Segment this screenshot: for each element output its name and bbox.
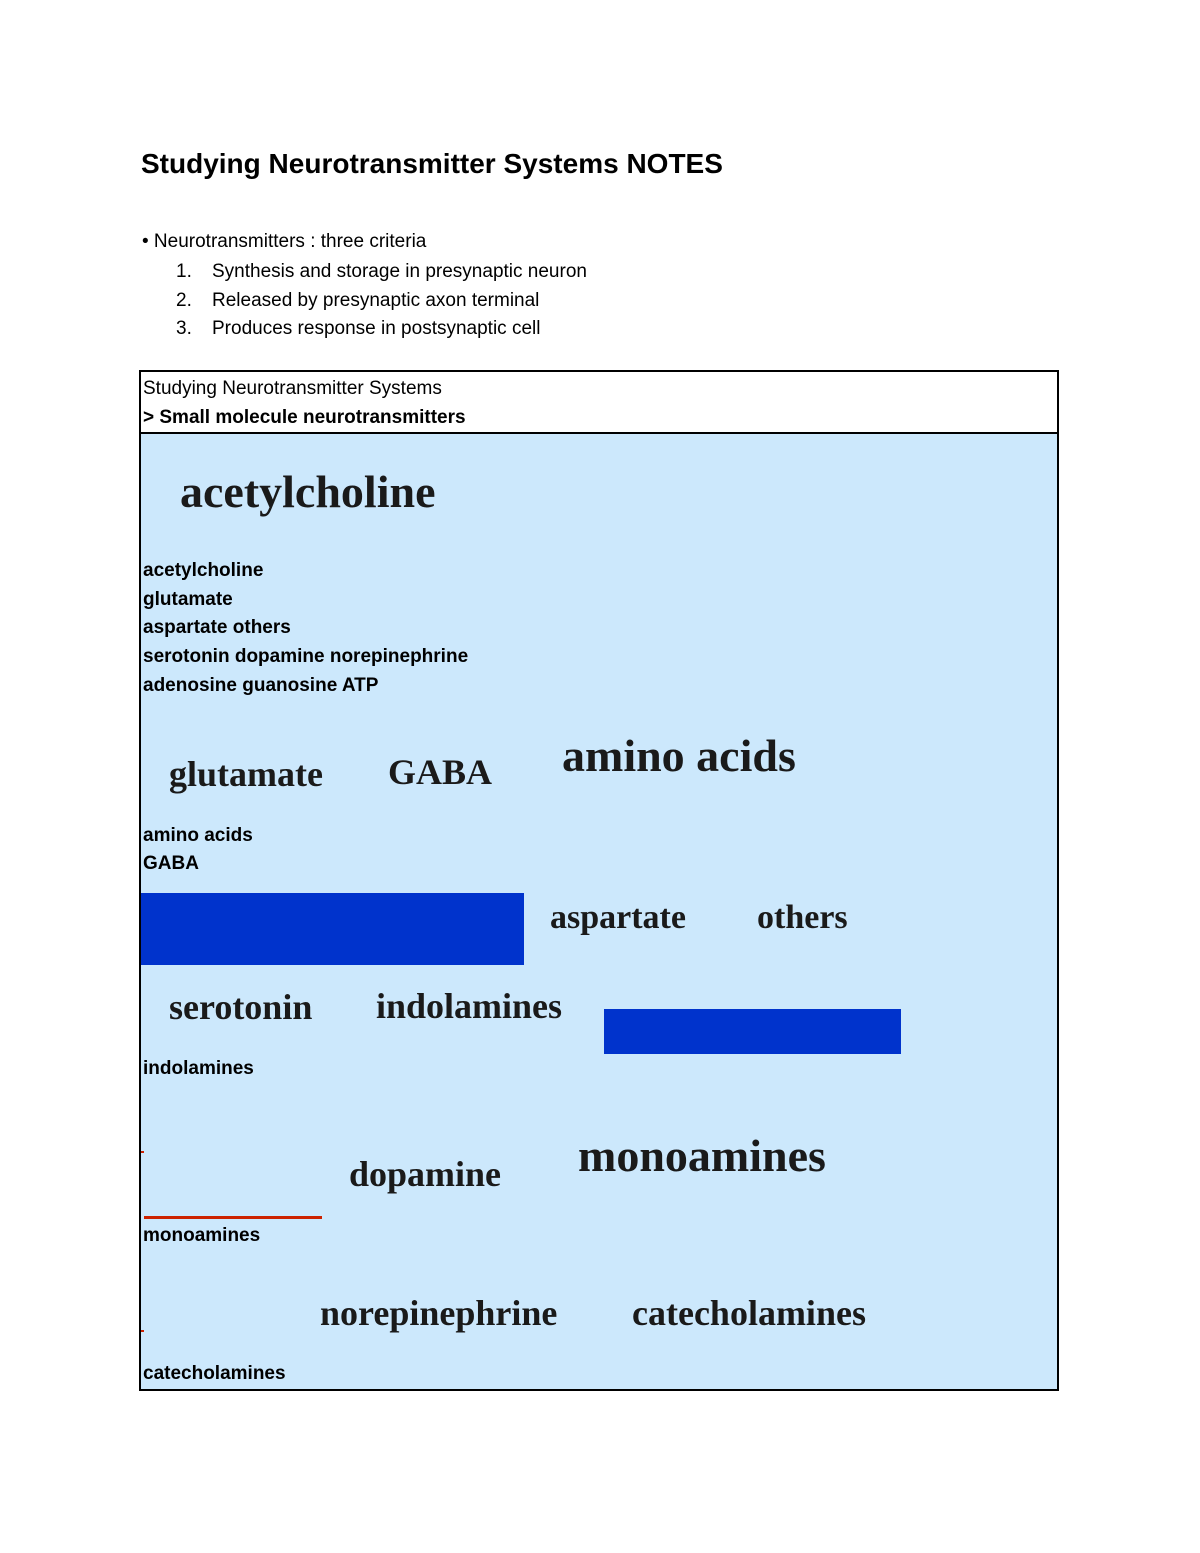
- indolamines-heading: indolamines: [376, 986, 563, 1026]
- criteria-list: [176, 258, 587, 344]
- list-line-acetylcholine: acetylcholine: [143, 560, 264, 581]
- amino-acids-heading: amino acids: [562, 730, 796, 781]
- list-number: 3.: [176, 318, 192, 339]
- monoamines-heading: monoamines: [578, 1130, 826, 1181]
- serotonin-heading: serotonin: [169, 987, 313, 1027]
- list-number: 2.: [176, 289, 192, 311]
- dopamine-heading: dopamine: [349, 1154, 502, 1194]
- others-heading: others: [757, 899, 848, 936]
- list-line-purines: adenosine guanosine ATP: [143, 675, 379, 696]
- aspartate-heading: aspartate: [550, 899, 686, 936]
- catecholamines-heading: catecholamines: [632, 1293, 866, 1333]
- catecholamines-line: catecholamines: [143, 1363, 286, 1384]
- glutamate-heading: glutamate: [169, 754, 323, 794]
- norepinephrine-heading: norepinephrine: [320, 1293, 558, 1333]
- list-item: [176, 258, 587, 287]
- red-underline: [144, 1216, 322, 1219]
- red-tick-mark: [141, 1151, 144, 1153]
- blue-cover-bar: [604, 1009, 901, 1054]
- red-tick-mark: [141, 1330, 144, 1332]
- monoamines-line: monoamines: [143, 1225, 261, 1246]
- criteria-heading: • Neurotransmitters : three criteria: [142, 231, 427, 252]
- page-title: Studying Neurotransmitter Systems NOTES: [141, 148, 723, 179]
- list-text: Synthesis and storage in presynaptic neuron: [212, 261, 587, 282]
- list-number: 1.: [176, 261, 192, 282]
- amino-acids-line: amino acids: [143, 825, 253, 846]
- list-text: Produces response in postsynaptic cell: [212, 318, 541, 339]
- blue-cover-bar: [141, 893, 524, 965]
- list-line-aspartate: aspartate others: [143, 617, 291, 638]
- box-header: [141, 372, 1057, 434]
- list-item: [176, 287, 587, 316]
- gaba-line: GABA: [143, 853, 199, 874]
- gaba-heading: GABA: [388, 752, 493, 792]
- acetylcholine-heading: acetylcholine: [180, 466, 436, 517]
- box-header-title: Studying Neurotransmitter Systems: [143, 378, 442, 399]
- list-item: [176, 315, 587, 344]
- indolamines-line: indolamines: [143, 1058, 254, 1079]
- list-text: Released by presynaptic axon terminal: [212, 289, 540, 311]
- list-line-monoamines: serotonin dopamine norepinephrine: [143, 646, 469, 667]
- list-line-glutamate: glutamate: [143, 589, 233, 610]
- notes-box: [139, 370, 1059, 1391]
- box-header-subtitle: > Small molecule neurotransmitters: [143, 407, 466, 428]
